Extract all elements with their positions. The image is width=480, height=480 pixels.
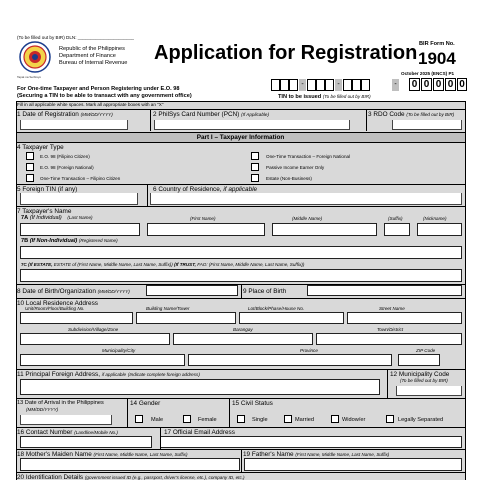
field-13-hint: (MM/DD/YYYY) (26, 407, 59, 412)
branch-code-digit: 0 (445, 78, 456, 91)
field-1-num: 1 (17, 111, 21, 118)
field-2-hint: (If Applicable) (241, 112, 270, 117)
field-19-num: 19 (243, 451, 251, 458)
option-label: E.O. 98 (Foreign National) (40, 165, 94, 170)
field-7b-label (21, 238, 118, 244)
form-left-border (16, 101, 17, 480)
field-7b-hint: (Registered Name) (78, 238, 118, 243)
branch-code-digit: 0 (457, 78, 467, 91)
field-6-num: 6 (153, 186, 157, 193)
field-16-label (17, 429, 118, 436)
municipality-code-input[interactable] (396, 386, 462, 396)
subdivision-input[interactable] (20, 333, 170, 345)
row-divider (150, 109, 151, 131)
row-divider (241, 449, 242, 472)
field-18-num: 18 (17, 451, 25, 458)
male-checkbox[interactable] (135, 415, 143, 423)
field-1-text: Date of Registration (22, 111, 79, 118)
field-12-hint: (To be filled out by BIR) (400, 378, 448, 383)
estate-trust-name-input[interactable] (20, 269, 462, 282)
field-17-num: 17 (164, 429, 172, 436)
field-20-num: 20 (17, 474, 25, 480)
zip-code-input[interactable] (398, 354, 440, 366)
rdo-code-input[interactable] (392, 120, 462, 130)
field-17-label (164, 429, 235, 436)
place-of-birth-input[interactable] (307, 285, 462, 296)
single-checkbox[interactable] (237, 415, 245, 423)
field-17-text: Official Email Address (172, 429, 235, 436)
subtitle-line2: (Securing a TIN to be able to transact with any government office) (17, 93, 192, 99)
field-6-text: Country of Residence, (158, 186, 222, 193)
row-divider (229, 398, 230, 427)
field-13-label (17, 400, 104, 406)
tin-digit-box[interactable] (280, 79, 289, 91)
field-4-num: 4 (17, 144, 21, 151)
addr-col-town: Town/District (377, 327, 404, 332)
registered-name-input[interactable] (20, 246, 462, 259)
agency-line1: Republic of the Philippines (59, 46, 125, 52)
field-7a-num: 7A (21, 215, 29, 221)
field-5-text: Foreign TIN (22, 186, 56, 193)
date-of-registration-input[interactable] (20, 120, 128, 130)
option-label: One-Time Transaction – Foreign National (266, 154, 351, 159)
field-15-label (232, 400, 273, 407)
lot-input[interactable] (239, 312, 344, 324)
field-15-num: 15 (232, 400, 240, 407)
tin-note: (To be filled out by BIR) (322, 94, 371, 99)
tin-label (278, 94, 371, 100)
addr-col-unit: Unit/Room/Floor/Building No. (25, 306, 85, 311)
branch-code-digit: 0 (433, 78, 444, 91)
field-12-num: 12 (390, 371, 398, 378)
field-3-hint: (To be filled out by BIR) (406, 112, 455, 117)
field-13-text: Date of Arrival in the Philippines (24, 400, 104, 406)
birth-date-input[interactable] (146, 285, 238, 296)
addr-col-building: Building Name/Tower (146, 306, 190, 311)
onetime-filipino-checkbox[interactable] (26, 174, 34, 182)
tin-label-text: TIN to be issued (278, 94, 322, 100)
bir-seal-icon (18, 41, 52, 77)
field-19-hint: (First Name, Middle Name, Last Name, Suffix) (295, 452, 390, 457)
field-7c-label (21, 262, 304, 267)
row-divider (241, 284, 242, 298)
field-6-hint: if applicable (223, 186, 258, 193)
field-18-text: Mother's Maiden Name (25, 451, 92, 458)
subtitle-line1: For One-time Taxpayer and Person Registering under E.O. 98 (17, 86, 180, 92)
motto-text: Tapat na Serbisyo (17, 75, 42, 79)
pcn-input[interactable] (154, 120, 350, 130)
field-11-label (17, 371, 200, 378)
agency-line3: Bureau of Internal Revenue (59, 60, 128, 66)
row-divider (147, 184, 148, 206)
married-checkbox[interactable] (284, 415, 292, 423)
gender-option: Female (198, 417, 217, 423)
field-15-text: Civil Status (240, 400, 273, 407)
arrival-date-input[interactable] (20, 415, 112, 425)
email-input[interactable] (160, 436, 462, 448)
form-label: BIR Form No. (419, 41, 455, 47)
suffix-input[interactable] (384, 223, 410, 236)
field-5-label (17, 186, 77, 193)
field-7a-text: (If Individual) (29, 215, 62, 221)
field-2-text: PhilSys Card Number (PCN) (158, 111, 240, 118)
foreign-tin-input[interactable] (20, 193, 138, 205)
identification-row (16, 472, 465, 480)
tin-dash: - (335, 79, 342, 91)
field-20-hint: (government issued ID (e.g., passport, driver's license, etc.), company ID, etc.) (84, 475, 245, 480)
field-20-text: Identification Details (25, 474, 84, 480)
legally-separated-checkbox[interactable] (386, 415, 394, 423)
field-1-hint: (MM/DD/YYYY) (80, 112, 113, 117)
part1-title: Part I – Taxpayer Information (196, 134, 285, 141)
field-8-hint: (MM/DD/YYYY) (97, 289, 130, 294)
field-20-label (17, 474, 245, 480)
tin-dash: - (299, 79, 306, 91)
field-5-hint: (if any) (57, 186, 78, 193)
row-divider (127, 398, 128, 427)
field-7b-text: (If Non-Individual) (29, 238, 78, 244)
field-7c-hint2: FAO: (First Name, Middle Name, Last Name, Suffix)) (197, 262, 305, 267)
instructions-bar (16, 101, 465, 109)
province-input[interactable] (188, 354, 392, 366)
field-14-num: 14 (130, 400, 138, 407)
field-7-label (17, 208, 71, 215)
branch-code-digit: 0 (421, 78, 432, 91)
city-input[interactable] (20, 354, 185, 366)
option-label: Estate (Non-Business) (266, 176, 312, 181)
field-10-text: Local Residence Address (25, 300, 99, 307)
field-7-num: 7 (17, 208, 21, 215)
field-12-label (390, 371, 449, 378)
field-11-hint: if applicable (101, 372, 127, 377)
row-divider (366, 109, 367, 131)
nickname-col: (Nickname) (423, 216, 447, 221)
field-11-hint2: (Indicate complete foreign address) (127, 372, 200, 377)
field-8-text: Date of Birth/Organization (22, 288, 96, 295)
branch-code-digit: 0 (409, 78, 420, 91)
middle-name-col: (Middle Name) (292, 216, 323, 221)
field-11-num: 11 (17, 371, 24, 378)
tin-digit-box[interactable] (316, 79, 325, 91)
field-8-label (17, 288, 130, 295)
form-version: October 2025 (ENCS) P1 (401, 71, 455, 76)
tin-dash: - (392, 79, 399, 91)
civil-status-option: Widow/er (342, 417, 366, 423)
tin-digit-box[interactable] (325, 79, 334, 91)
field-2-num: 2 (153, 111, 157, 118)
contact-number-input[interactable] (20, 436, 152, 448)
first-name-col: (First Name) (190, 216, 216, 221)
addr-col-zip: ZIP Code (416, 348, 436, 353)
field-7c-hint: ESTATE of (First Name, Middle Name, Last Name, Suffix)) (53, 262, 173, 267)
field-4-label (17, 144, 64, 151)
addr-col-province: Province (300, 348, 318, 353)
first-name-input[interactable] (147, 223, 265, 236)
tin-digit-box[interactable] (343, 79, 352, 91)
form-right-border (465, 101, 466, 480)
widower-checkbox[interactable] (331, 415, 339, 423)
option-label: One-Time Transaction – Filipino Citizen (40, 176, 121, 181)
field-7a-label (21, 215, 93, 221)
civil-status-option: Married (295, 417, 314, 423)
field-18-label (17, 451, 188, 458)
dln-note: (To be filled out by BIR) DLN: ______________________ (17, 35, 134, 40)
field-13-num: 13 (17, 400, 24, 406)
addr-col-city: Municipality/City (102, 348, 136, 353)
agency-line2: Department of Finance (59, 53, 116, 59)
field-9-label (243, 288, 286, 295)
form-number: 1904 (418, 49, 456, 68)
last-name-input[interactable] (20, 223, 140, 236)
building-input[interactable] (136, 312, 236, 324)
barangay-input[interactable] (173, 333, 313, 345)
field-14-text: Gender (138, 400, 161, 407)
row-divider (387, 369, 388, 398)
suffix-col: (Suffix) (388, 216, 403, 221)
field-6-label (153, 186, 257, 193)
tin-digit-box[interactable] (352, 79, 361, 91)
field-9-num: 9 (243, 288, 247, 295)
country-residence-input[interactable] (150, 193, 462, 205)
tin-digit-box[interactable] (361, 79, 370, 91)
mother-name-input[interactable] (20, 458, 240, 471)
field-16-hint: (Landline/Mobile No.) (74, 430, 118, 435)
onetime-foreign-checkbox[interactable] (251, 152, 259, 160)
field-16-num: 16 (17, 429, 25, 436)
instructions-text: Fill in all applicable white spaces. Mark all appropriate boxes with an "X" (17, 102, 164, 107)
female-checkbox[interactable] (183, 415, 191, 423)
estate-checkbox[interactable] (251, 174, 259, 182)
tin-digit-box[interactable] (307, 79, 316, 91)
field-7b-num: 7B (21, 238, 29, 244)
father-name-input[interactable] (244, 458, 462, 471)
addr-col-street: Street Name (379, 306, 405, 311)
field-16-text: Contact Number (25, 429, 73, 436)
field-12-text: Municipality Code (398, 371, 450, 378)
civil-status-option: Single (252, 417, 268, 423)
eo98-filipino-checkbox[interactable] (26, 152, 34, 160)
unit-input[interactable] (20, 312, 133, 324)
row-divider (160, 427, 161, 449)
addr-col-subdivision: Subdivision/Village/Zone (68, 327, 119, 332)
eo98-foreign-checkbox[interactable] (26, 163, 34, 171)
addr-col-barangay: Barangay (233, 327, 253, 332)
addr-col-lot: Lot/Block/Phase/House No. (248, 306, 305, 311)
field-9-text: Place of Birth (248, 288, 287, 295)
field-5-num: 5 (17, 186, 21, 193)
field-19-text: Father's Name (251, 451, 294, 458)
civil-status-option: Legally Separated (398, 417, 444, 423)
field-11-text: Principal Foreign Address, (25, 371, 101, 378)
field-8-num: 8 (17, 288, 21, 295)
nickname-input[interactable] (417, 223, 462, 236)
form-title: Application for Registration (154, 42, 418, 64)
passive-income-checkbox[interactable] (251, 163, 259, 171)
field-10-num: 10 (17, 300, 25, 307)
field-3-num: 3 (368, 111, 372, 118)
option-label: E.O. 98 (Filipino Citizen) (40, 154, 90, 159)
field-7a-hint: (Last Name) (67, 215, 93, 220)
middle-name-input[interactable] (272, 223, 377, 236)
field-7c-text2: (If TRUST, (174, 262, 196, 267)
tin-digit-box[interactable] (289, 79, 298, 91)
field-7c-num: 7C (21, 262, 27, 267)
field-2-label (153, 111, 269, 118)
part1-header (16, 132, 465, 142)
tin-digit-box[interactable] (271, 79, 280, 91)
field-18-hint: (First Name, Middle Name, Last Name, Suffix) (93, 452, 188, 457)
field-3-label (368, 111, 454, 118)
field-19-label (243, 451, 389, 458)
gender-option: Male (151, 417, 164, 423)
field-4-text: Taxpayer Type (22, 144, 64, 151)
field-7c-text: (If ESTATE, (28, 262, 53, 267)
field-14-label (130, 400, 160, 407)
town-input[interactable] (316, 333, 462, 345)
foreign-address-input[interactable] (20, 379, 380, 395)
field-7-text: Taxpayer's Name (22, 208, 72, 215)
option-label: Passive Income Earner Only (266, 165, 325, 170)
field-3-text: RDO Code (373, 111, 405, 118)
field-1-label (17, 111, 113, 118)
street-input[interactable] (347, 312, 462, 324)
